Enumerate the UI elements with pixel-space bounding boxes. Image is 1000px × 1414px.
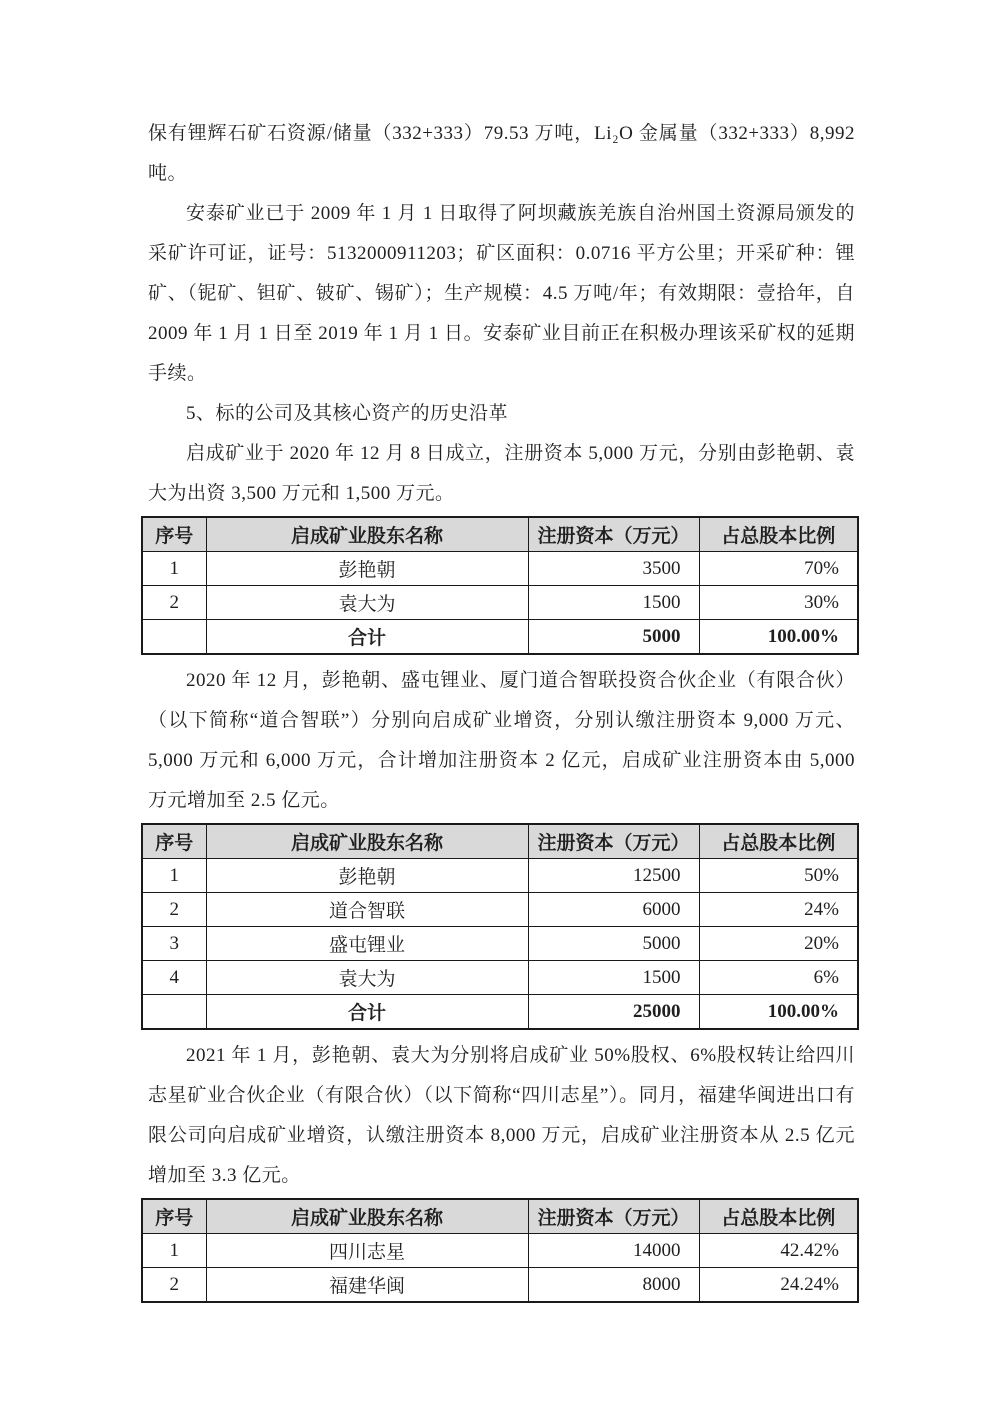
table-cell: 1500 — [528, 586, 699, 620]
column-header: 启成矿业股东名称 — [206, 517, 528, 552]
shareholder-table-founding — [141, 516, 855, 655]
table-row — [142, 961, 858, 995]
table-row — [142, 859, 858, 893]
table-cell: 3500 — [528, 552, 699, 586]
table-cell: 5000 — [528, 620, 699, 655]
table-cell — [142, 620, 206, 655]
table-total-row — [142, 995, 858, 1030]
shareholder-table-2021-changes — [141, 1198, 855, 1303]
table-cell: 12500 — [528, 859, 699, 893]
table-cell: 2 — [142, 586, 206, 620]
table-header-row — [142, 517, 858, 552]
table-cell: 盛屯锂业 — [206, 927, 528, 961]
paragraph-ore-reserves: 保有锂辉石矿石资源/储量（332+333）79.53 万吨，Li₂O 金属量（332+333）8,992 吨。 — [148, 123, 855, 184]
column-header: 注册资本（万元） — [528, 517, 699, 552]
table-row — [142, 552, 858, 586]
section-heading-5: 5、标的公司及其核心资产的历史沿革 — [186, 403, 509, 424]
table-cell: 100.00% — [699, 620, 858, 655]
table-cell: 3 — [142, 927, 206, 961]
table-cell: 5000 — [528, 927, 699, 961]
table-cell: 70% — [699, 552, 858, 586]
table-cell: 1 — [142, 552, 206, 586]
paragraph-equity-transfer-2021: 2021 年 1 月，彭艳朝、袁大为分别将启成矿业 50%股权、6%股权转让给四川志星矿业合伙企业（有限合伙）（以下简称“四川志星”）。同月，福建华闽进出口有限公司向启成矿业增资，认缴注册资本 8,000 万元，启成矿业注册资本从 2.5 亿元增加至 3.3 亿元。 — [148, 1045, 855, 1186]
table-cell: 2 — [142, 893, 206, 927]
column-header: 占总股本比例 — [699, 1199, 858, 1234]
table-row — [142, 893, 858, 927]
table-cell — [142, 995, 206, 1030]
table-cell: 30% — [699, 586, 858, 620]
table-cell: 24.24% — [699, 1268, 858, 1303]
column-header: 注册资本（万元） — [528, 1199, 699, 1234]
table-cell: 4 — [142, 961, 206, 995]
table-cell: 20% — [699, 927, 858, 961]
table-total-row — [142, 620, 858, 655]
table-cell: 24% — [699, 893, 858, 927]
column-header: 启成矿业股东名称 — [206, 1199, 528, 1234]
shareholder-table — [141, 1198, 859, 1303]
table-cell: 1 — [142, 1234, 206, 1268]
column-header: 占总股本比例 — [699, 824, 858, 859]
table-header-row — [142, 824, 858, 859]
table-cell: 四川志星 — [206, 1234, 528, 1268]
table-cell: 彭艳朝 — [206, 552, 528, 586]
table-row — [142, 927, 858, 961]
table-cell: 8000 — [528, 1268, 699, 1303]
table-cell: 1500 — [528, 961, 699, 995]
table-cell: 50% — [699, 859, 858, 893]
table-row — [142, 1234, 858, 1268]
table-cell: 14000 — [528, 1234, 699, 1268]
table-cell: 合计 — [206, 620, 528, 655]
table-cell: 袁大为 — [206, 961, 528, 995]
table-cell: 1 — [142, 859, 206, 893]
column-header: 注册资本（万元） — [528, 824, 699, 859]
paragraph-mining-license: 安泰矿业已于 2009 年 1 月 1 日取得了阿坝藏族羌族自治州国土资源局颁发的采矿许可证，证号：5132000911203；矿区面积：0.0716 平方公里；开采矿种：锂矿、（铌矿、钽矿、铍矿、锡矿）；生产规模：4.5 万吨/年；有效期限：壹拾年，自 2009 年 1 月 1 日至 2019 年 1 月 1 日。安泰矿业目前正在积极办理该采矿权的延期手续。 — [148, 203, 855, 384]
table-cell: 合计 — [206, 995, 528, 1030]
table-cell: 100.00% — [699, 995, 858, 1030]
table-cell: 6% — [699, 961, 858, 995]
column-header: 序号 — [142, 517, 206, 552]
column-header: 占总股本比例 — [699, 517, 858, 552]
column-header: 启成矿业股东名称 — [206, 824, 528, 859]
shareholder-table-2020-increase — [141, 823, 855, 1030]
column-header: 序号 — [142, 1199, 206, 1234]
paragraph-capital-increase-2020: 2020 年 12 月，彭艳朝、盛屯锂业、厦门道合智联投资合伙企业（有限合伙）（以下简称“道合智联”）分别向启成矿业增资，分别认缴注册资本 9,000 万元、5,000 万元和 6,000 万元，合计增加注册资本 2 亿元，启成矿业注册资本由 5,000 万元增加至 2.5 亿元。 — [148, 670, 855, 811]
table-cell: 彭艳朝 — [206, 859, 528, 893]
column-header: 序号 — [142, 824, 206, 859]
table-row — [142, 1268, 858, 1303]
paragraph-company-founding: 启成矿业于 2020 年 12 月 8 日成立，注册资本 5,000 万元，分别由彭艳朝、袁大为出资 3,500 万元和 1,500 万元。 — [148, 443, 855, 504]
table-cell: 2 — [142, 1268, 206, 1303]
table-cell: 6000 — [528, 893, 699, 927]
table-cell: 福建华闽 — [206, 1268, 528, 1303]
table-cell: 42.42% — [699, 1234, 858, 1268]
shareholder-table — [141, 516, 859, 655]
table-cell: 袁大为 — [206, 586, 528, 620]
table-header-row — [142, 1199, 858, 1234]
table-row — [142, 586, 858, 620]
table-cell: 25000 — [528, 995, 699, 1030]
table-cell: 道合智联 — [206, 893, 528, 927]
shareholder-table — [141, 823, 859, 1030]
